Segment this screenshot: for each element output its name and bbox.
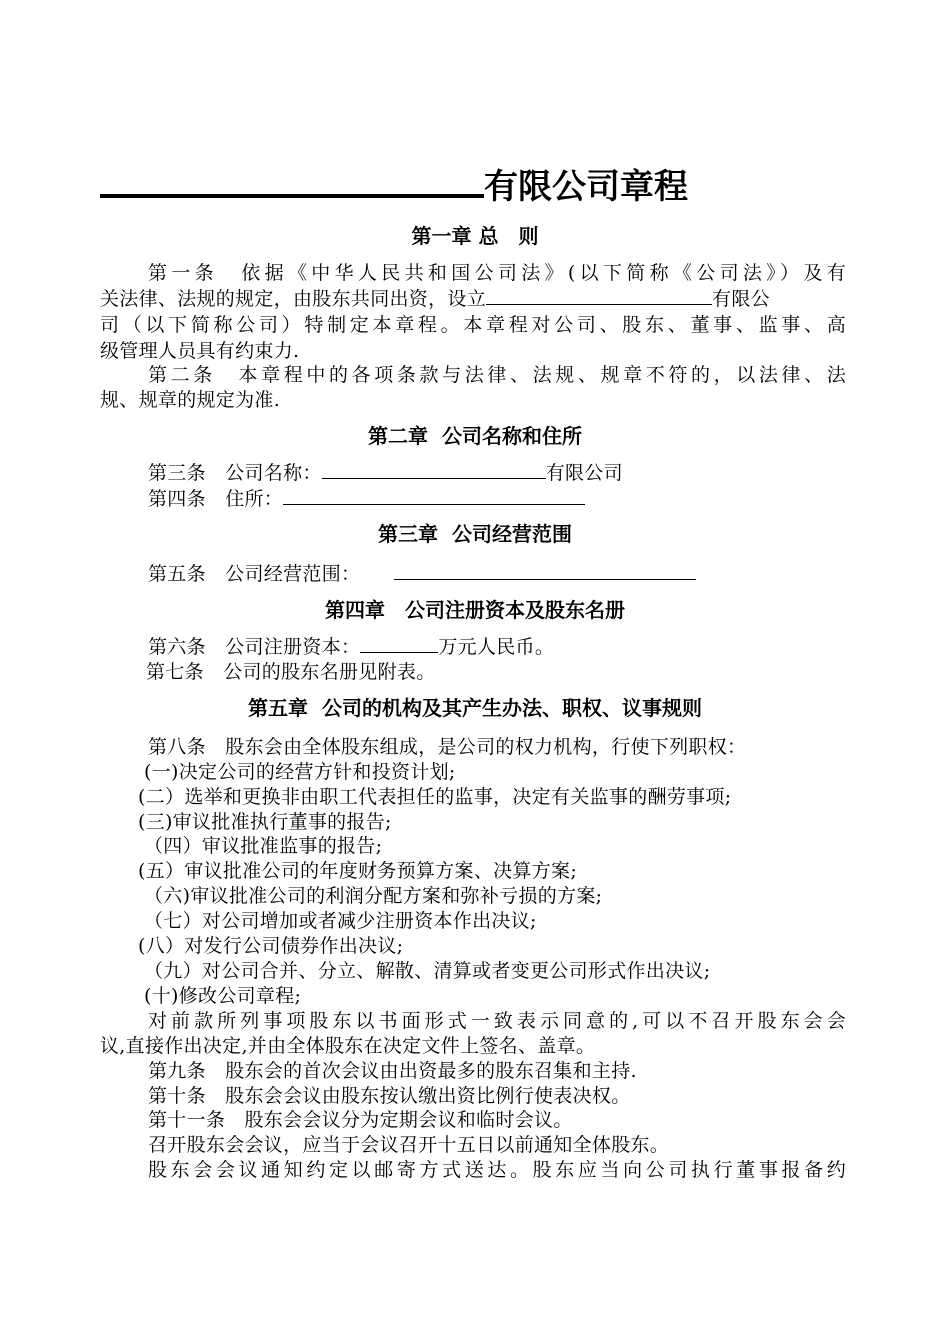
article-1-text: 关法律、法规的规定，由股东共同出资，设立: [100, 288, 487, 310]
article-8-item-5: (五）审议批准公司的年度财务预算方案、决算方案;: [138, 860, 578, 882]
company-name-blank: [100, 160, 484, 198]
article-5-label: 第五条 公司经营范围：: [148, 563, 361, 585]
article-6-suffix: 万元人民币。: [438, 636, 555, 658]
article-5: [148, 561, 696, 587]
article-4-label: 第四条 住所：: [148, 488, 284, 510]
article-8-item-8: (八）对发行公司债券作出决议;: [138, 935, 404, 957]
chapter-4-heading: 第四章 公司注册资本及股东名册: [325, 598, 625, 622]
article-8-note-line-2: 议,直接作出决定,并由全体股东在决定文件上签名、盖章。: [100, 1035, 596, 1057]
article-8-item-6: （六)审议批准公司的利润分配方案和弥补亏损的方案;: [144, 885, 603, 907]
article-3-label: 第三条 公司名称：: [148, 462, 322, 484]
article-8-note-line-1: 对前款所列事项股东以书面形式一致表示同意的,可以不召开股东会会: [148, 1010, 846, 1032]
company-name-blank: [322, 460, 546, 479]
article-8-item-1: (一)决定公司的经营方针和投资计划;: [144, 761, 456, 783]
article-3: [148, 460, 623, 486]
business-scope-blank: [394, 561, 696, 580]
article-8-item-10: (十)修改公司章程;: [144, 985, 302, 1007]
article-8-item-7: （七）对公司增加或者减少注册资本作出决议;: [144, 910, 537, 932]
article-1-text: 有限公: [712, 288, 770, 310]
meeting-notice-paragraph: 召开股东会会议，应当于会议召开十五日以前通知全体股东。: [148, 1134, 670, 1156]
article-1-line-4: 级管理人员具有约束力.: [100, 340, 300, 362]
document-title: [100, 160, 688, 211]
article-2-line-1: 第二条 本章程中的各项条款与法律、法规、规章不符的，以法律、法: [148, 364, 846, 386]
article-8-item-4: （四）审议批准监事的报告;: [144, 835, 383, 857]
title-suffix: 有限公司章程: [484, 167, 688, 207]
article-10: 第十条 股东会会议由股东按认缴出资比例行使表决权。: [148, 1085, 631, 1107]
article-3-suffix: 有限公司: [545, 462, 623, 484]
article-1-line-3: 司（以下简称公司）特制定本章程。本章程对公司、股东、董事、监事、高: [100, 314, 846, 336]
article-1-line-1: 第一条 依据《中华人民共和国公司法》(以下简称《公司法》）及有: [148, 262, 846, 284]
meeting-delivery-paragraph: 股东会会议通知约定以邮寄方式送达。股东应当向公司执行董事报备约: [148, 1159, 846, 1181]
article-11: 第十一条 股东会会议分为定期会议和临时会议。: [148, 1109, 573, 1131]
article-1-line-2: [100, 286, 846, 312]
chapter-5-heading: 第五章 公司的机构及其产生办法、职权、议事规则: [248, 696, 702, 720]
company-name-blank: [486, 286, 712, 305]
article-6-label: 第六条 公司注册资本：: [148, 636, 361, 658]
article-8: 第八条 股东会由全体股东组成，是公司的权力机构，行使下列职权：: [148, 736, 747, 758]
article-9: 第九条 股东会的首次会议由出资最多的股东召集和主持.: [148, 1060, 637, 1082]
address-blank: [283, 486, 585, 505]
chapter-2-heading: 第二章 公司名称和住所: [368, 424, 582, 448]
article-2-line-2: 规、规章的规定为准.: [100, 389, 281, 411]
article-4: [148, 486, 585, 512]
article-8-item-9: （九）对公司合并、分立、解散、清算或者变更公司形式作出决议;: [144, 960, 711, 982]
chapter-1-heading: 第一章 总 则: [411, 224, 539, 248]
capital-blank: [360, 634, 438, 653]
chapter-3-heading: 第三章 公司经营范围: [378, 522, 572, 546]
article-7: 第七条 公司的股东名册见附表。: [146, 661, 436, 683]
article-8-item-2: (二）选举和更换非由职工代表担任的监事，决定有关监事的酬劳事项;: [138, 786, 732, 808]
article-6: [148, 634, 554, 660]
article-8-item-3: (三)审议批准执行董事的报告;: [138, 811, 392, 833]
